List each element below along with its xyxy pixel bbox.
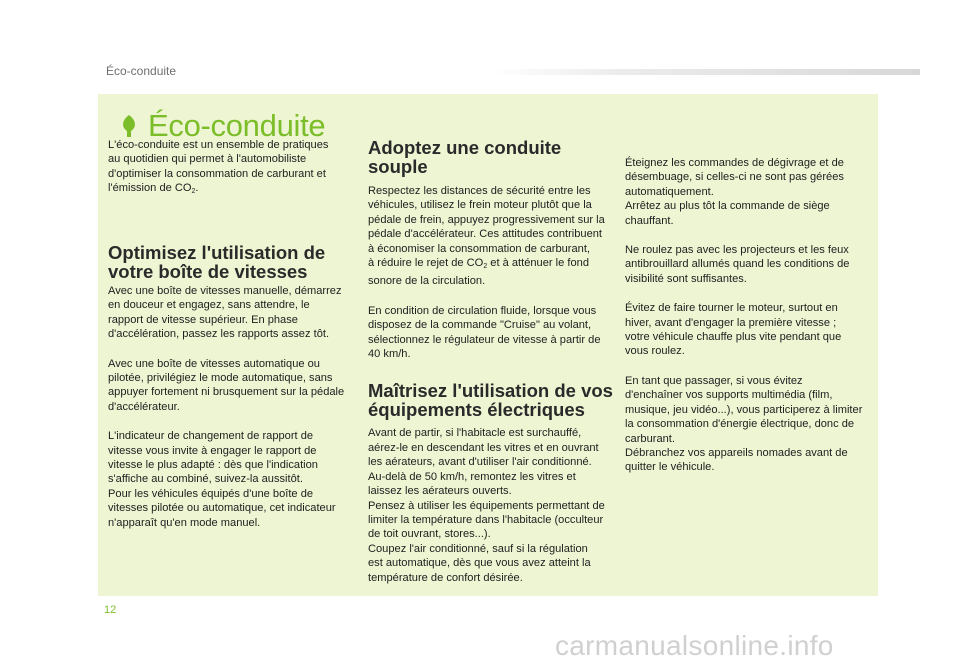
paragraph-gear-indicator: L'indicateur de changement de rapport de vitesse vous invite à engager le rapport de vitesse le plus adapté : dès que l'indication s'affiche au combiné, suivez-la aussitôt. Pour les véhicules équipés d'une boîte de vitesses pilotée ou automatique, cet indicateur n'apparaît qu'en mode manuel. (108, 430, 336, 529)
column-3 (625, 156, 875, 475)
paragraph-automatic-gearbox: Avec une boîte de vitesses automatique ou pilotée, privilégiez le mode automatique, sans appuyer fortement ni brusquement sur la pédale d'accélérateur. (108, 357, 345, 413)
header-section-title: Éco-conduite (106, 64, 177, 78)
paragraph-cruise-control: En condition de circulation fluide, lorsque vous disposez de la commande "Cruise" au volant, sélectionnez le régulateur de vitesse à partir de 40 km/h. (368, 304, 601, 361)
heading-smooth-driving: Adoptez une conduite souple (368, 137, 562, 177)
header-rule (490, 69, 920, 75)
paragraph-multimedia: En tant que passager, si vous évitez d'enchaîner vos supports multimédia (film, musique, jeu vidéo...), vous participerez à limiter la consommation d'énergie électrique, donc de carburant. Débranchez vos appareils nomades avant de quitter le véhicule. (625, 374, 863, 474)
intro-paragraph: L'éco-conduite est un ensemble de pratiques au quotidien qui permet à l'automobiliste d'optimiser la consommation de carburant et l'émission de $CO_2$. (108, 139, 329, 196)
page-title: Éco-conduite (148, 108, 326, 143)
column-1-gearbox (108, 243, 353, 530)
paragraph-engine-warmup: Évitez de faire tourner le moteur, surtout en hiver, avant d'engager la première vitesse ; votre véhicule chauffe plus vite pendant que vous roulez. (625, 302, 842, 358)
heading-gearbox: Optimisez l'utilisation de votre boîte de vitesses (108, 242, 326, 282)
paragraph-defrost: Éteignez les commandes de dégivrage et de désembuage, si celles-ci ne sont pas gérées automatiquement. Arrêtez au plus tôt la commande de siège chauffant. (625, 157, 844, 227)
heading-electrical-equipment: Maîtrisez l'utilisation de vos équipements électriques (368, 380, 613, 421)
paragraph-manual-gearbox: Avec une boîte de vitesses manuelle, démarrez en douceur et engagez, sans attendre, le rapport de vitesse supérieur. En phase d'accélération, passez les rapports assez tôt. (108, 285, 342, 341)
column-1 (108, 138, 348, 200)
paragraph-air-conditioning: Avant de partir, si l'habitacle est surchauffé, aérez-le en descendant les vitres et en ouvrant les aérateurs, avant d'utiliser l'air conditionné. Au-delà de 50 km/h, remontez les vitres et laissez les aérateurs ouverts. Pensez à utiliser les équipements permettant de limiter la température dans l'habitacle (occulteur de toit ouvrant, stores...). Coupez l'air conditionné, sauf si la régulation est automatique, dès que vous avez atteint la température de confort désirée. (368, 427, 605, 584)
leaf-icon (118, 114, 140, 138)
column-2 (368, 138, 618, 585)
page-number: 12 (104, 604, 117, 616)
watermark: carmanualsonline.info (555, 630, 834, 661)
paragraph-safety-distances: Respectez les distances de sécurité entre les véhicules, utilisez le frein moteur plutôt que la pédale de frein, appuyez progressivement sur la pédale d'accélérateur. Ces attitudes contribuent à économiser la consommation de carburant, à réduire le rejet de $CO_2$ et à atténuer le fond sonore de la circulation. (368, 185, 605, 288)
paragraph-headlights: Ne roulez pas avec les projecteurs et les feux antibrouillard allumés quand les conditions de visibilité sont suffisantes. (625, 244, 850, 285)
